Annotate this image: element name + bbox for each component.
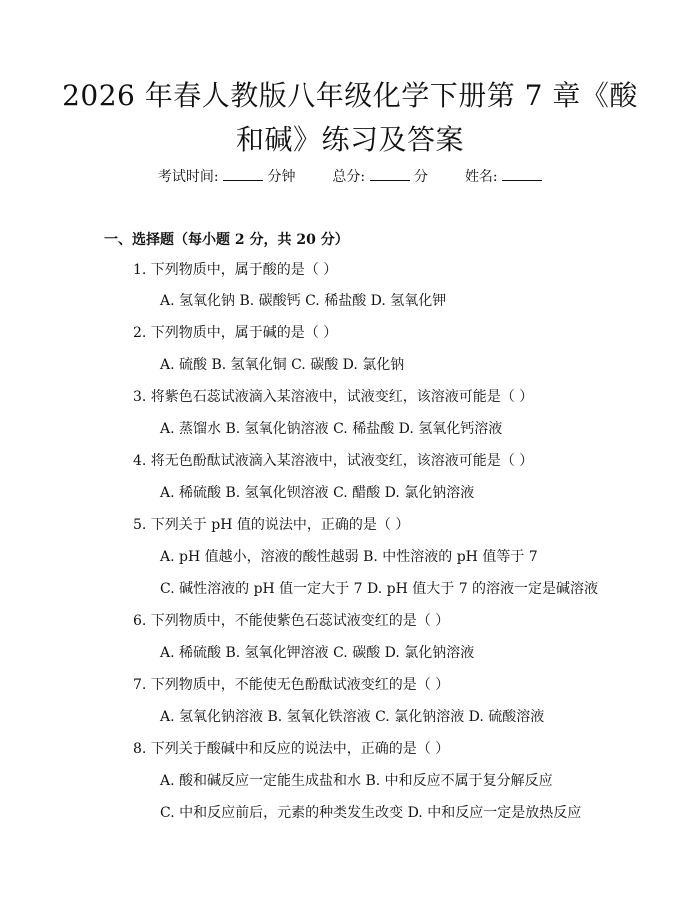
- question-options: A. 氢氧化钠溶液 B. 氢氧化铁溶液 C. 氯化钠溶液 D. 硫酸溶液: [160, 709, 545, 725]
- question-options: A. 稀硫酸 B. 氢氧化钾溶液 C. 碳酸 D. 氯化钠溶液: [160, 645, 475, 661]
- section-title: 一、选择题（每小题 2 分，共 20 分）: [104, 232, 349, 248]
- name-label: 姓名:: [464, 169, 498, 185]
- question-options: A. pH 值越小，溶液的酸性越弱 B. 中性溶液的 pH 值等于 7: [160, 549, 538, 565]
- exam-meta: [0, 166, 700, 187]
- question-stem: 2. 下列物质中，属于碱的是（ ）: [133, 325, 338, 341]
- question-options: A. 氢氧化钠 B. 碳酸钙 C. 稀盐酸 D. 氢氧化钾: [160, 293, 447, 309]
- question-options: A. 硫酸 B. 氢氧化铜 C. 碳酸 D. 氯化钠: [160, 357, 405, 373]
- question-stem: 7. 下列物质中，不能使无色酚酞试液变红的是（ ）: [133, 677, 450, 693]
- question-stem: 5. 下列关于 pH 值的说法中，正确的是（ ）: [133, 517, 410, 533]
- question-stem: 3. 将紫色石蕊试液滴入某溶液中，试液变红，该溶液可能是（ ）: [133, 389, 534, 405]
- question-options: C. 中和反应前后，元素的种类发生改变 D. 中和反应一定是放热反应: [160, 805, 582, 821]
- question-options: A. 酸和碱反应一定能生成盐和水 B. 中和反应不属于复分解反应: [160, 773, 553, 789]
- score-blank[interactable]: [370, 166, 410, 181]
- title-line-1: 2026 年春人教版八年级化学下册第 7 章《酸: [62, 79, 638, 112]
- question-options: A. 稀硫酸 B. 氢氧化钡溶液 C. 醋酸 D. 氯化钠溶液: [160, 485, 475, 501]
- name-blank[interactable]: [502, 166, 542, 181]
- title-line-2: 和碱》练习及答案: [235, 123, 464, 156]
- time-unit: 分钟: [267, 169, 296, 185]
- question-options: A. 蒸馏水 B. 氢氧化钠溶液 C. 稀盐酸 D. 氢氧化钙溶液: [160, 421, 503, 437]
- question-stem: 6. 下列物质中，不能使紫色石蕊试液变红的是（ ）: [133, 613, 450, 629]
- question-options: C. 碱性溶液的 pH 值一定大于 7 D. pH 值大于 7 的溶液一定是碱溶液: [160, 581, 599, 597]
- time-blank[interactable]: [223, 166, 263, 181]
- question-stem: 4. 将无色酚酞试液滴入某溶液中，试液变红，该溶液可能是（ ）: [133, 453, 534, 469]
- score-unit: 分: [414, 169, 429, 185]
- score-label: 总分:: [332, 169, 366, 185]
- time-label: 考试时间:: [157, 169, 219, 185]
- document-title: [60, 74, 640, 162]
- question-stem: 8. 下列关于酸碱中和反应的说法中，正确的是（ ）: [133, 741, 450, 757]
- question-stem: 1. 下列物质中，属于酸的是（ ）: [133, 262, 338, 278]
